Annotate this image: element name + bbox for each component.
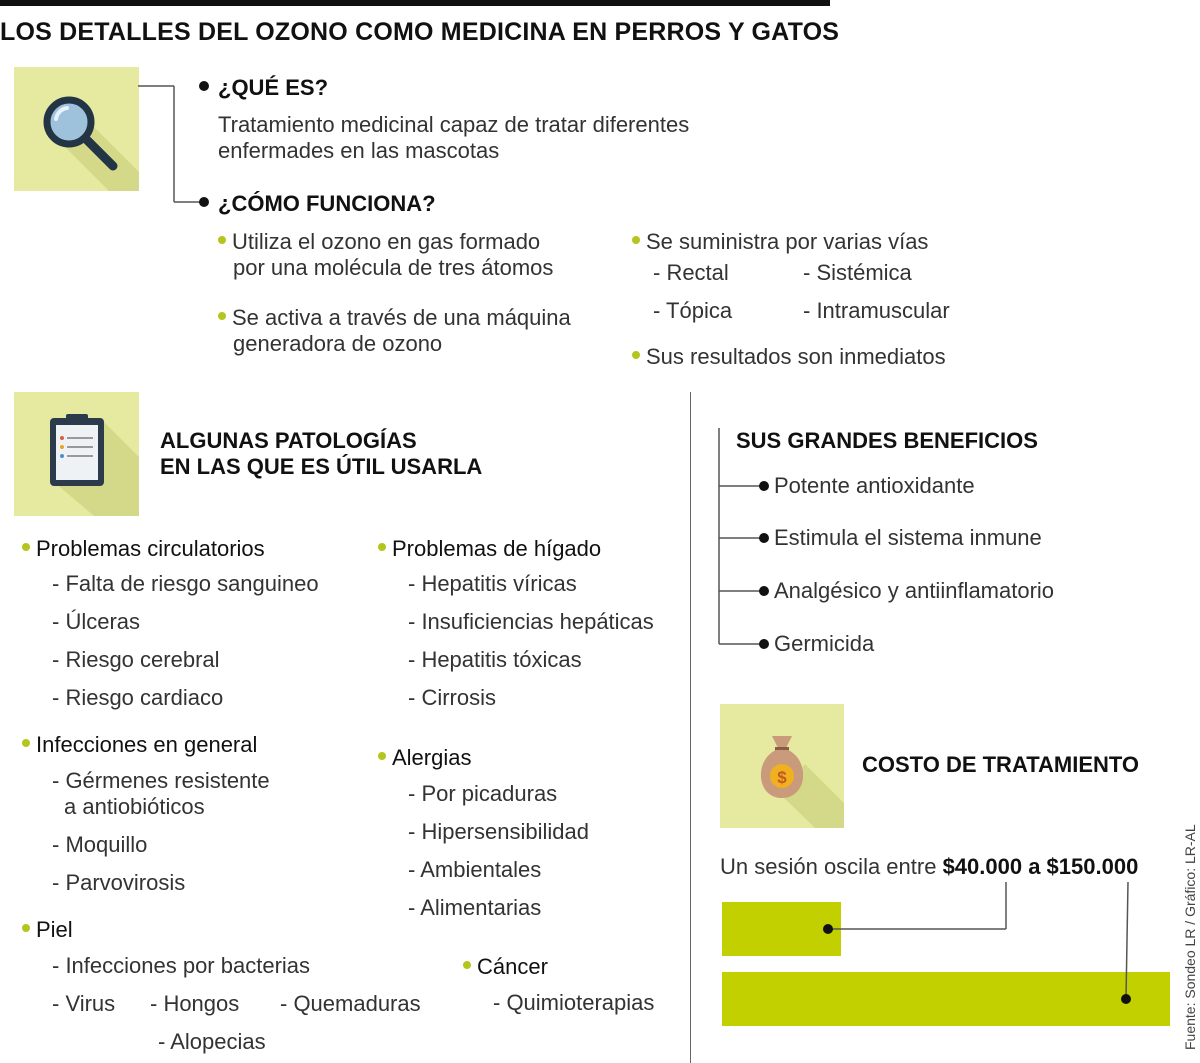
magnifier-icon [14, 67, 139, 191]
pat-cancer [463, 954, 548, 980]
patologias-heading-1: ALGUNAS PATOLOGÍAS [160, 428, 417, 453]
costo-text [720, 854, 1138, 880]
money-bag-icon [720, 704, 844, 828]
pat-item: - Riesgo cardiaco [52, 685, 224, 710]
pat-item: - Úlceras [52, 609, 141, 634]
bullet-dot [632, 236, 640, 244]
costo-heading: COSTO DE TRATAMIENTO [862, 752, 1140, 777]
pat-item: - Parvovirosis [52, 870, 186, 895]
funciona-bullet-2 [218, 305, 571, 331]
bullet-dot [378, 543, 386, 551]
pat-item: - Virus [52, 991, 116, 1016]
bullet-dot [22, 543, 30, 551]
pat-item: - Hipersensibilidad [408, 819, 589, 844]
via-item: - Tópica [653, 298, 733, 323]
pat-piel-label: Piel [36, 917, 73, 942]
pat-infecciones-label: Infecciones en general [36, 732, 258, 757]
via-item: - Rectal [653, 260, 729, 285]
beneficio-item: Potente antioxidante [774, 473, 975, 498]
page-title: LOS DETALLES DEL OZONO COMO MEDICINA EN PERROS Y GATOS [0, 18, 840, 46]
pat-item: - Quemaduras [280, 991, 421, 1016]
beneficios-heading: SUS GRANDES BENEFICIOS [736, 428, 1038, 453]
pat-cancer-label: Cáncer [477, 954, 548, 979]
pat-higado-label: Problemas de hígado [392, 536, 602, 561]
funciona-bullet-1-cont: por una molécula de tres átomos [233, 255, 554, 280]
costo-range: $40.000 a $150.000 [942, 854, 1139, 879]
beneficio-item: Germicida [774, 631, 875, 656]
cost-bar-max [722, 972, 1170, 1026]
pat-item: - Moquillo [52, 832, 148, 857]
pat-item: - Alopecias [158, 1029, 266, 1054]
top-rule [0, 0, 830, 6]
magnifier-icon-box [14, 67, 139, 191]
pat-item: - Por picaduras [408, 781, 558, 806]
pat-piel [22, 917, 73, 943]
beneficio-item: Estimula el sistema inmune [774, 525, 1042, 550]
que-es-text-2: enfermades en las mascotas [218, 138, 500, 163]
pat-item: - Falta de riesgo sanguineo [52, 571, 319, 596]
funciona-bullet-1-text: Utiliza el ozono en gas formado [232, 229, 541, 254]
connector-lines [138, 80, 218, 210]
funciona-bullet-3-text: Se suministra por varias vías [646, 229, 929, 254]
pat-higado [378, 536, 601, 562]
pat-item: - Insuficiencias hepáticas [408, 609, 654, 634]
svg-text:$: $ [777, 768, 787, 787]
pat-item: - Cirrosis [408, 685, 496, 710]
pat-item: - Gérmenes resistente [52, 768, 270, 793]
pat-alergias-label: Alergias [392, 745, 472, 770]
column-divider [690, 392, 691, 1063]
patologias-heading-2: EN LAS QUE ES ÚTIL USARLA [160, 454, 483, 479]
pat-item: - Ambientales [408, 857, 542, 882]
bullet-dot [22, 924, 30, 932]
beneficio-item: Analgésico y antiinflamatorio [774, 578, 1055, 603]
pat-item: - Infecciones por bacterias [52, 953, 311, 978]
funciona-bullet-2-cont: generadora de ozono [233, 331, 443, 356]
pat-item: - Hepatitis víricas [408, 571, 577, 596]
pat-item: - Hepatitis tóxicas [408, 647, 582, 672]
pat-item-cont: a antiobióticos [64, 794, 205, 819]
funciona-bullet-2-text: Se activa a través de una máquina [232, 305, 571, 330]
funciona-bullet-3 [632, 229, 928, 255]
pat-item: - Riesgo cerebral [52, 647, 220, 672]
bullet-dot [632, 351, 640, 359]
bullet-dot [218, 312, 226, 320]
bullet-dot [218, 236, 226, 244]
money-bag-icon-box [720, 704, 844, 828]
beneficios-connector [715, 428, 775, 653]
clipboard-icon-box [14, 392, 139, 516]
bullet-dot [22, 739, 30, 747]
funciona-bullet-1 [218, 229, 540, 255]
pat-circulatorios [22, 536, 265, 562]
bullet-dot [463, 961, 471, 969]
cost-bar-min [722, 902, 841, 956]
bullet-dot [378, 752, 386, 760]
pat-alergias [378, 745, 471, 771]
via-item: - Intramuscular [803, 298, 950, 323]
source-credit: Fuente: Sondeo LR / Gráfico: LR-AL [1182, 824, 1198, 1050]
funciona-bullet-4 [632, 344, 946, 370]
via-item: - Sistémica [803, 260, 912, 285]
pat-circulatorios-label: Problemas circulatorios [36, 536, 265, 561]
costo-text-prefix: Un sesión oscila entre [720, 854, 943, 879]
pat-infecciones [22, 732, 257, 758]
clipboard-icon [14, 392, 139, 516]
que-es-heading: ¿QUÉ ES? [218, 75, 329, 100]
como-funciona-heading: ¿CÓMO FUNCIONA? [218, 191, 436, 216]
pat-item: - Quimioterapias [493, 990, 655, 1015]
funciona-bullet-4-text: Sus resultados son inmediatos [646, 344, 946, 369]
pat-item: - Alimentarias [408, 895, 542, 920]
que-es-text-1: Tratamiento medicinal capaz de tratar diferentes [218, 112, 690, 137]
pat-item: - Hongos [150, 991, 240, 1016]
